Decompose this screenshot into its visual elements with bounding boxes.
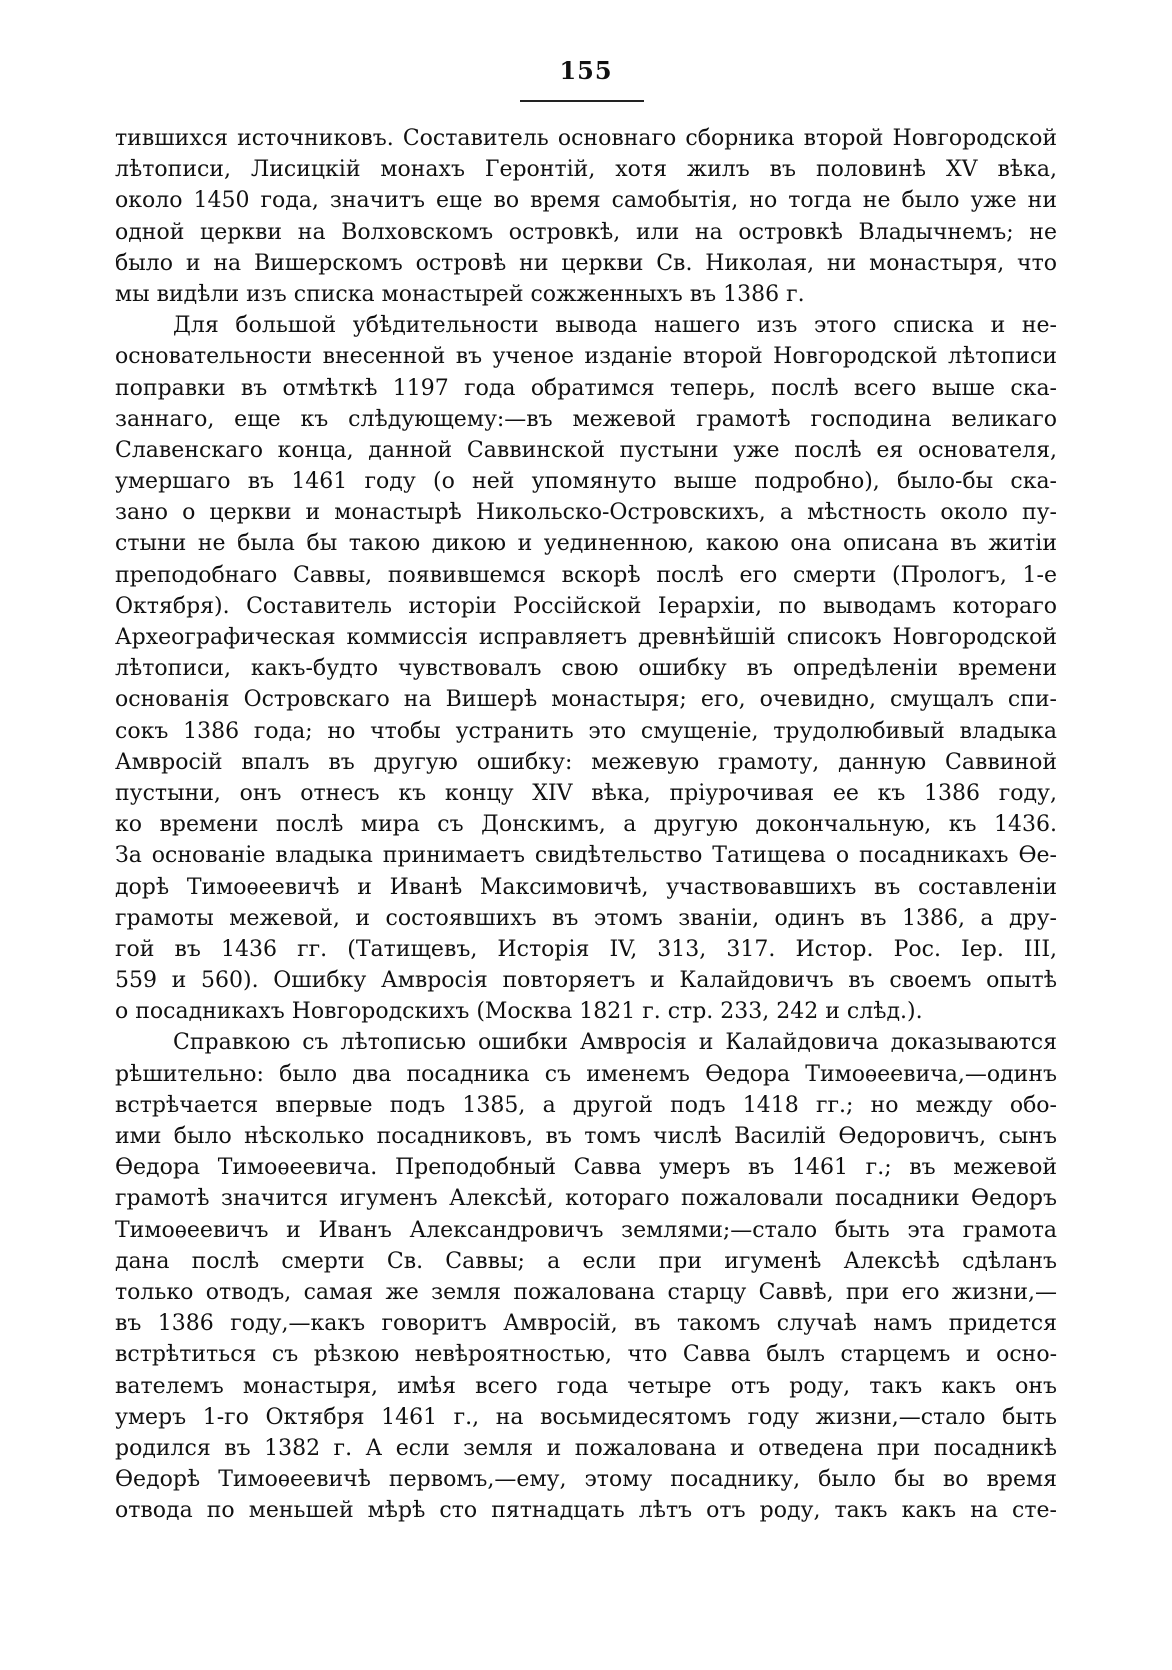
text-line: умеръ 1-го Октября 1461 г., на восьмидесятомъ году жизни,—стало быть bbox=[115, 1404, 1057, 1430]
text-line: умершаго въ 1461 году (о ней упомянуто выше подробно), было-бы ска- bbox=[115, 469, 1057, 495]
text-line: грамоты межевой, и состоявшихъ въ этомъ званіи, одинъ въ 1386, а дру- bbox=[115, 905, 1057, 931]
text-line: дана послѣ смерти Св. Саввы; а если при игуменѣ Алексѣѣ сдѣланъ bbox=[115, 1248, 1057, 1274]
text-line: 559 и 560). Ошибку Амвросія повторяетъ и Калайдовичъ въ своемъ опытѣ bbox=[115, 968, 1057, 994]
text-line: тившихся источниковъ. Составитель основнаго сборника второй Новгородской bbox=[115, 126, 1057, 151]
text-line: преподобнаго Саввы, появившемся вскорѣ послѣ его смерти (Прологъ, 1-е bbox=[115, 562, 1057, 588]
text-line: Археографическая коммиссія исправляетъ древнѣйшій списокъ Новгородской bbox=[115, 625, 1057, 650]
header-rule bbox=[520, 100, 644, 102]
text-line: Амвросій впалъ въ другую ошибку: межевую грамоту, данную Саввиной bbox=[115, 749, 1057, 775]
text-line: Для большой убѣдительности вывода нашего изъ этого списка и не- bbox=[173, 313, 1057, 339]
page-number: 155 bbox=[559, 56, 613, 85]
text-line: лѣтописи, какъ-будто чувствовалъ свою ошибку въ опредѣленіи времени bbox=[115, 656, 1057, 682]
text-line: поправки въ отмѣткѣ 1197 года обратимся теперь, послѣ всего выше ска- bbox=[115, 375, 1057, 401]
text-line: Справкою съ лѣтописью ошибки Амвросія и Калайдовича доказываются bbox=[173, 1030, 1057, 1056]
text-line: было и на Вишерскомъ островѣ ни церкви Св. Николая, ни монастыря, что bbox=[115, 250, 1057, 276]
text-line: За основаніе владыка принимаетъ свидѣтельство Татищева о посадникахъ Ѳе- bbox=[115, 843, 1057, 869]
text-line: отвода по меньшей мѣрѣ сто пятнадцать лѣтъ отъ роду, такъ какъ на сте- bbox=[115, 1498, 1057, 1524]
body-text bbox=[115, 123, 1057, 1526]
text-line: Славенскаго конца, данной Саввинской пустыни уже послѣ ея основателя, bbox=[115, 437, 1057, 463]
text-line: дорѣ Тимоѳеевичѣ и Иванѣ Максимовичѣ, участвовавшихъ въ составленіи bbox=[115, 874, 1057, 900]
text-line: сокъ 1386 года; но чтобы устранить это смущеніе, трудолюбивый владыка bbox=[115, 718, 1057, 744]
text-line: около 1450 года, значитъ еще во время самобытія, но тогда не было уже ни bbox=[115, 188, 1057, 214]
text-line: лѣтописи, Лисицкій монахъ Геронтій, хотя жилъ въ половинѣ XV вѣка, bbox=[115, 157, 1057, 183]
text-line: заннаго, еще къ слѣдующему:—въ межевой грамотѣ господина великаго bbox=[115, 406, 1057, 432]
text-line: Ѳедора Тимоѳеевича. Преподобный Савва умеръ въ 1461 г.; въ межевой bbox=[115, 1155, 1057, 1181]
text-line: родился въ 1382 г. А если земля и пожалована и отведена при посадникѣ bbox=[115, 1435, 1057, 1461]
text-line: рѣшительно: было два посадника съ именемъ Ѳедора Тимоѳеевича,—одинъ bbox=[115, 1061, 1057, 1087]
text-line: зано о церкви и монастырѣ Никольско-Островскихъ, а мѣстность около пу- bbox=[115, 500, 1057, 526]
text-line: ко времени послѣ мира съ Донскимъ, а другую докончальную, къ 1436. bbox=[115, 812, 1057, 838]
text-line: ими было нѣсколько посадниковъ, въ томъ числѣ Василій Ѳедоровичъ, сынъ bbox=[115, 1124, 1057, 1149]
text-line: основанія Островскаго на Вишерѣ монастыря; его, очевидно, смущалъ спи- bbox=[115, 687, 1057, 713]
text-line: Ѳедорѣ Тимоѳеевичѣ первомъ,—ему, этому посаднику, было бы во время bbox=[115, 1467, 1057, 1493]
text-line: грамотѣ значится игуменъ Алексѣй, котораго пожаловали посадники Ѳедоръ bbox=[115, 1186, 1057, 1212]
text-line: встрѣтиться съ рѣзкою невѣроятностью, что Савва былъ старцемъ и осно- bbox=[115, 1342, 1057, 1368]
text-line: встрѣчается впервые подъ 1385, а другой подъ 1418 гг.; но между обо- bbox=[115, 1092, 1057, 1118]
text-line: Октября). Составитель исторіи Россійской Іерархіи, по выводамъ котораго bbox=[115, 593, 1057, 619]
text-line: въ 1386 году,—какъ говоритъ Амвросій, въ такомъ случаѣ намъ придется bbox=[115, 1311, 1057, 1337]
text-line: основательности внесенной въ ученое изданіе второй Новгородской лѣтописи bbox=[115, 344, 1057, 370]
text-line: только отводъ, самая же земля пожалована старцу Саввѣ, при его жизни,— bbox=[115, 1279, 1057, 1305]
text-line: одной церкви на Волховскомъ островкѣ, или на островкѣ Владычнемъ; не bbox=[115, 219, 1057, 245]
text-line: пустыни, онъ отнесъ къ концу XIV вѣка, пріурочивая ее къ 1386 году, bbox=[115, 780, 1057, 806]
text-line: стыни не была бы такою дикою и уединенною, какою она описана въ житіи bbox=[115, 531, 1057, 557]
text-line: о посадникахъ Новгородскихъ (Москва 1821 г. стр. 233, 242 и слѣд.). bbox=[115, 999, 923, 1025]
text-line: мы видѣли изъ списка монастырей сожженныхъ въ 1386 г. bbox=[115, 281, 805, 307]
text-line: вателемъ монастыря, имѣя всего года четыре отъ роду, такъ какъ онъ bbox=[115, 1373, 1057, 1399]
text-line: гой въ 1436 гг. (Татищевъ, Исторія IV, 313, 317. Истор. Рос. Іер. III, bbox=[115, 936, 1057, 962]
text-line: Тимоѳеевичъ и Иванъ Александровичъ землями;—стало быть эта грамота bbox=[115, 1217, 1057, 1243]
